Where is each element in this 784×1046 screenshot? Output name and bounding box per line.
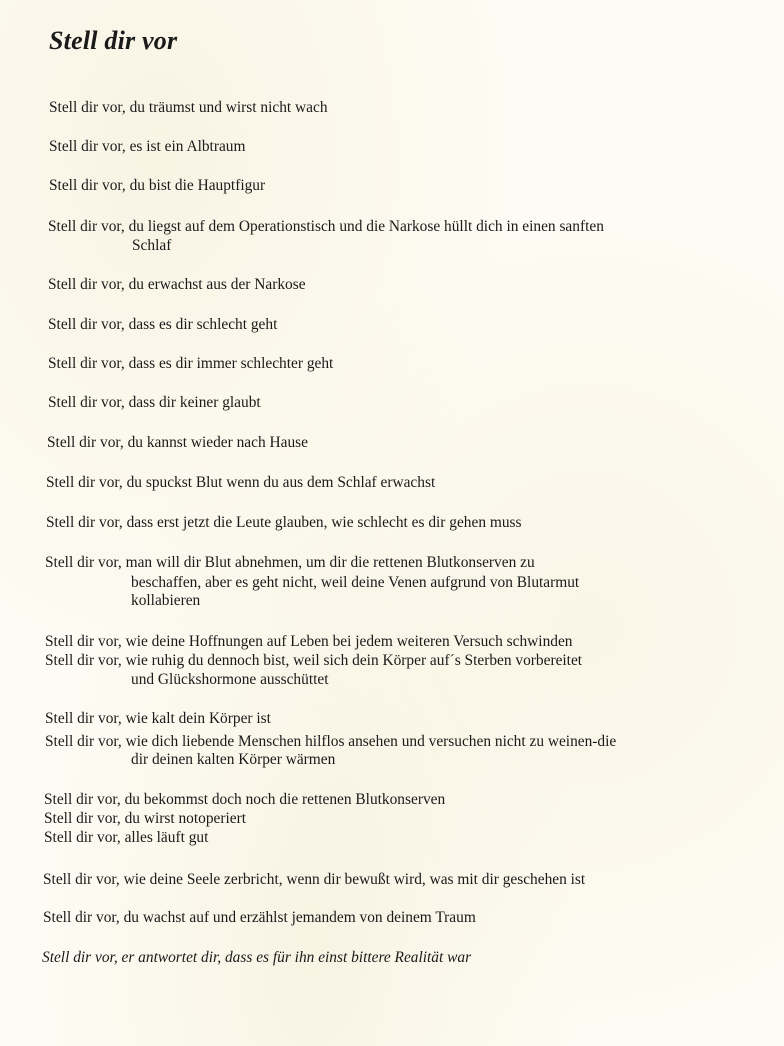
poem-closing-line: Stell dir vor, er antwortet dir, dass es für ihn einst bittere Realität war bbox=[42, 949, 472, 966]
poem-line-continuation: dir deinen kalten Körper wärmen bbox=[131, 751, 336, 768]
poem-line: Stell dir vor, du wirst notoperiert bbox=[44, 810, 246, 827]
poem-line: Stell dir vor, dass dir keiner glaubt bbox=[48, 394, 261, 411]
poem-line: Stell dir vor, du liegst auf dem Operationstisch und die Narkose hüllt dich in einen sanften bbox=[48, 218, 604, 235]
poem-line: Stell dir vor, du träumst und wirst nicht wach bbox=[49, 99, 328, 116]
poem-line: Stell dir vor, wie deine Seele zerbricht, wenn dir bewußt wird, was mit dir geschehen ist bbox=[43, 871, 586, 888]
poem-line: Stell dir vor, du spuckst Blut wenn du aus dem Schlaf erwachst bbox=[46, 474, 436, 491]
poem-line: Stell dir vor, wie kalt dein Körper ist bbox=[45, 710, 271, 727]
poem-line-continuation: Schlaf bbox=[132, 237, 172, 254]
poem-line: Stell dir vor, du bekommst doch noch die rettenen Blutkonserven bbox=[44, 791, 446, 808]
poem-line-continuation: beschaffen, aber es geht nicht, weil deine Venen aufgrund von Blutarmut bbox=[131, 574, 580, 591]
poem-title: Stell dir vor bbox=[49, 26, 178, 55]
poem-line: Stell dir vor, dass es dir schlecht geht bbox=[48, 316, 278, 333]
poem-line: Stell dir vor, wie ruhig du dennoch bist, weil sich dein Körper auf´s Sterben vorbereitet bbox=[45, 652, 583, 669]
poem-line: Stell dir vor, dass es dir immer schlechter geht bbox=[48, 355, 334, 372]
poem-line: Stell dir vor, alles läuft gut bbox=[44, 829, 209, 846]
poem-line: Stell dir vor, dass erst jetzt die Leute glauben, wie schlecht es dir gehen muss bbox=[46, 514, 522, 531]
poem-line: Stell dir vor, wie dich liebende Menschen hilflos ansehen und versuchen nicht zu weinen-die bbox=[45, 733, 617, 750]
poem-line: Stell dir vor, du wachst auf und erzählst jemandem von deinem Traum bbox=[43, 909, 476, 926]
poem-line: Stell dir vor, du bist die Hauptfigur bbox=[49, 177, 266, 194]
poem-line-continuation: und Glückshormone ausschüttet bbox=[131, 671, 329, 688]
poem-line: Stell dir vor, du erwachst aus der Narkose bbox=[48, 276, 306, 293]
poem-line: Stell dir vor, man will dir Blut abnehmen, um dir die rettenen Blutkonserven zu bbox=[45, 554, 535, 571]
poem-line: Stell dir vor, wie deine Hoffnungen auf Leben bei jedem weiteren Versuch schwinden bbox=[45, 633, 573, 650]
poem-line: Stell dir vor, du kannst wieder nach Hause bbox=[47, 434, 308, 451]
poem-line-continuation: kollabieren bbox=[131, 592, 201, 609]
poem-line: Stell dir vor, es ist ein Albtraum bbox=[49, 138, 246, 155]
